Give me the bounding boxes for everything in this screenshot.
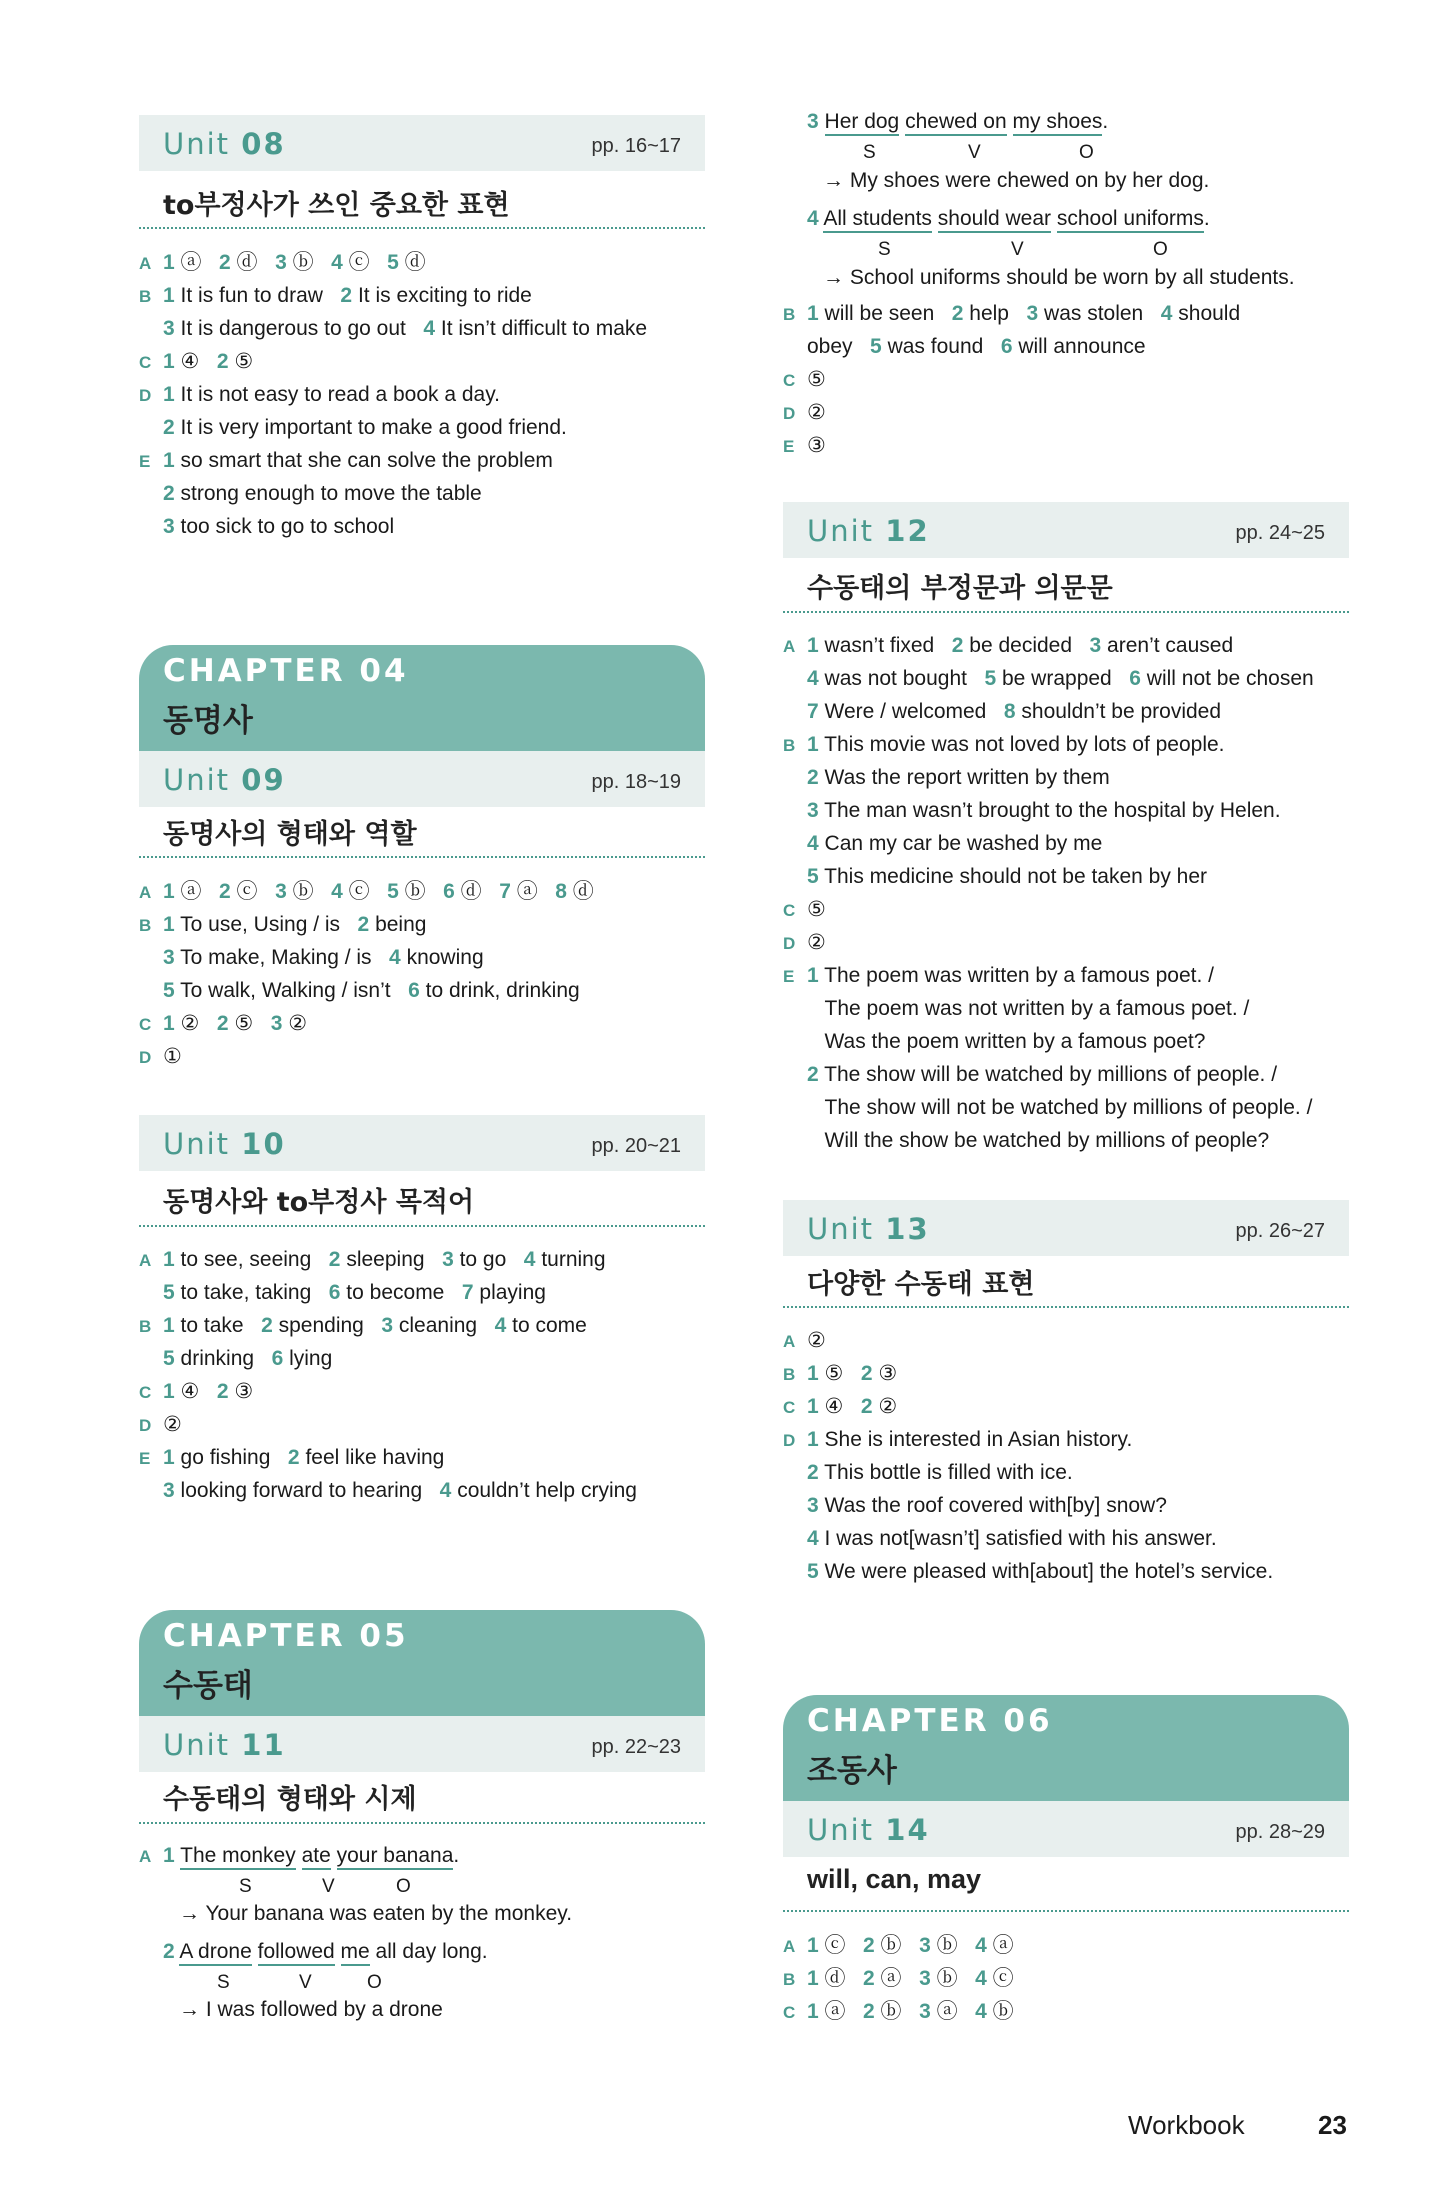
chapter-06-subtitle: 조동사 [807, 1753, 897, 1789]
answer-text: 1 ⓐ 2 ⓑ 3 ⓐ 4 ⓑ [807, 2000, 1014, 2023]
answer-line [783, 1360, 897, 1389]
chapter-05-subtitle: 수동태 [163, 1668, 253, 1704]
unit-10-subtitle: 동명사와 to부정사 목적어 [163, 1187, 475, 1218]
unit-13-subtitle: 다양한 수동태 표현 [807, 1269, 1035, 1300]
section-letter: B [139, 287, 152, 306]
answer-text: 1 to take 2 spending 3 cleaning 4 to come [163, 1314, 587, 1337]
passive-answer-2: → I was followed by a drone [179, 1998, 443, 2021]
answer-line [783, 1127, 1269, 1155]
answer-line [139, 1444, 444, 1473]
answer-line [783, 1459, 1073, 1487]
passive-sentence-4: 4 All students should wear school uniforms. [783, 205, 1210, 233]
answer-text: 1 ⓐ 2 ⓒ 3 ⓑ 4 ⓒ 5 ⓑ 6 ⓓ 7 ⓐ 8 ⓓ [163, 880, 594, 903]
divider [139, 227, 705, 229]
answer-text: ③ [807, 434, 826, 457]
answer-text: 2 It is very important to make a good friend. [163, 416, 567, 439]
answer-line [139, 1010, 307, 1039]
section-letter: C [139, 353, 152, 372]
page-number: 23 [1318, 2110, 1347, 2140]
unit-08-subtitle: to부정사가 쓰인 중요한 표현 [163, 190, 510, 221]
section-letter: C [139, 1383, 152, 1402]
answer-text: 3 The man wasn’t brought to the hospital by Helen. [807, 799, 1281, 822]
answer-text: 1 This movie was not loved by lots of people. [807, 733, 1225, 756]
section-letter: C [783, 371, 796, 390]
section-letter: D [139, 386, 152, 405]
answer-text: 5 This medicine should not be taken by her [807, 865, 1208, 888]
answer-line [139, 1378, 253, 1407]
unit-11-header [139, 1716, 705, 1772]
section-letter: E [783, 967, 795, 986]
answer-line [139, 911, 426, 940]
divider [139, 1822, 705, 1824]
answer-line [783, 432, 826, 461]
answer-text: ② [807, 401, 826, 424]
answer-line [783, 1028, 1205, 1056]
section-letter: A [139, 883, 152, 902]
answer-line [139, 1345, 332, 1373]
section-letter: D [783, 934, 796, 953]
answer-text: 3 To make, Making / is 4 knowing [163, 946, 484, 969]
answer-text: 1 go fishing 2 feel like having [163, 1446, 445, 1469]
answer-line [783, 698, 1221, 726]
section-letter: A [783, 1937, 796, 1956]
divider [783, 611, 1349, 613]
unit-09-label: Unit 09 [163, 763, 286, 797]
unit-12-header [783, 502, 1349, 558]
section-letter: A [139, 254, 152, 273]
answer-text: 1 to see, seeing 2 sleeping 3 to go 4 turning [163, 1248, 606, 1271]
answer-text: ⑤ [807, 898, 826, 921]
chapter-06-banner [783, 1695, 1349, 1801]
passive-sentence-2: 2 A drone followed me all day long. [139, 1938, 488, 1966]
unit-14-label: Unit 14 [807, 1813, 930, 1847]
answer-line [139, 249, 426, 278]
answer-line [783, 830, 1102, 858]
section-letter: A [783, 637, 796, 656]
answer-line [139, 944, 484, 972]
answer-line [783, 863, 1207, 891]
unit-11-pages: pp. 22~23 [591, 1736, 681, 1758]
answer-line [783, 1327, 826, 1356]
passive-answer-4: → School uniforms should be worn by all students. [823, 266, 1295, 289]
section-letter: C [139, 1015, 152, 1034]
section-letter: D [783, 1431, 796, 1450]
answer-text: 4 Can my car be washed by me [807, 832, 1103, 855]
answer-line [783, 1426, 1132, 1455]
unit-12-subtitle: 수동태의 부정문과 의문문 [807, 573, 1113, 604]
answer-text: 4 was not bought 5 be wrapped 6 will not be chosen [807, 667, 1314, 690]
object-marker: O [1079, 142, 1094, 163]
answer-line [139, 1043, 182, 1072]
answer-text: The show will not be watched by millions of people. / [807, 1096, 1313, 1119]
answer-text: 2 strong enough to move the table [163, 482, 482, 505]
answer-line [783, 1061, 1277, 1089]
verb-marker: V [322, 1876, 335, 1897]
answer-line [139, 1279, 546, 1307]
chapter-06-title: CHAPTER 06 [807, 1703, 1053, 1739]
answer-line [783, 731, 1225, 760]
answer-line [783, 665, 1314, 693]
answer-line [783, 1965, 1014, 1994]
answer-line [783, 1998, 1014, 2027]
unit-11-label: Unit 11 [163, 1728, 286, 1762]
answer-line [783, 995, 1249, 1023]
passive-sentence-3: 3 Her dog chewed on my shoes. [783, 108, 1108, 136]
answer-line [783, 1932, 1014, 1961]
section-letter: B [783, 736, 796, 755]
section-letter: E [783, 437, 795, 456]
section-letter: B [139, 1317, 152, 1336]
answer-text: 1 ⓐ 2 ⓓ 3 ⓑ 4 ⓒ 5 ⓓ [163, 251, 426, 274]
answer-line [783, 300, 1240, 329]
section-letter: B [139, 916, 152, 935]
section-letter: B [783, 305, 796, 324]
answer-text: 7 Were / welcomed 8 shouldn’t be provided [807, 700, 1222, 723]
answer-text: 1 ⑤ 2 ③ [807, 1362, 898, 1385]
unit-10-pages: pp. 20~21 [591, 1135, 681, 1157]
answer-text: The poem was not written by a famous poet. / [807, 997, 1250, 1020]
verb-marker: V [1011, 239, 1024, 260]
unit-09-pages: pp. 18~19 [591, 771, 681, 793]
chapter-04-subtitle: 동명사 [163, 703, 253, 739]
answer-line [783, 1094, 1312, 1122]
answer-text: 2 The show will be watched by millions of people. / [807, 1063, 1278, 1086]
answer-line [783, 1525, 1217, 1553]
answer-text: 3 Was the roof covered with[by] snow? [807, 1494, 1167, 1517]
unit-12-pages: pp. 24~25 [1235, 522, 1325, 544]
answer-text: 1 ⓓ 2 ⓐ 3 ⓑ 4 ⓒ [807, 1967, 1014, 1990]
divider [139, 856, 705, 858]
unit-10-label: Unit 10 [163, 1127, 286, 1161]
section-letter: D [139, 1416, 152, 1435]
answer-line [783, 1393, 897, 1422]
answer-text: 3 It is dangerous to go out 4 It isn’t difficult to make [163, 317, 648, 340]
unit-14-header [783, 1801, 1349, 1857]
subject-marker: S [863, 142, 876, 163]
section-letter: D [783, 404, 796, 423]
answer-text: Was the poem written by a famous poet? [807, 1030, 1206, 1053]
answer-text: 1 ④ 2 ③ [163, 1380, 254, 1403]
answer-line [783, 399, 826, 428]
answer-text: 5 to take, taking 6 to become 7 playing [163, 1281, 546, 1304]
section-letter: A [783, 1332, 796, 1351]
object-marker: O [1153, 239, 1168, 260]
answer-text: 3 looking forward to hearing 4 couldn’t help crying [163, 1479, 637, 1502]
divider [139, 1225, 705, 1227]
answer-line [783, 1558, 1273, 1586]
verb-marker: V [968, 142, 981, 163]
passive-sentence-1: A 1 The monkey ate your banana. [139, 1842, 459, 1871]
answer-text: 2 Was the report written by them [807, 766, 1110, 789]
unit-08-header [139, 115, 705, 171]
passive-answer-1: → Your banana was eaten by the monkey. [179, 1902, 573, 1925]
answer-text: 1 To use, Using / is 2 being [163, 913, 427, 936]
chapter-05-banner [139, 1610, 705, 1716]
answer-text: obey 5 was found 6 will announce [807, 335, 1146, 358]
answer-text: 1 It is not easy to read a book a day. [163, 383, 500, 406]
subject-marker: S [217, 1972, 230, 1993]
object-marker: O [367, 1972, 382, 1993]
subject-marker: S [239, 1876, 252, 1897]
subject-marker: S [878, 239, 891, 260]
answer-text: 3 too sick to go to school [163, 515, 395, 538]
footer-book-name: Workbook [1128, 2110, 1245, 2140]
answer-text: 1 ⓒ 2 ⓑ 3 ⓑ 4 ⓐ [807, 1934, 1014, 1957]
answer-line [139, 414, 567, 442]
answer-line [139, 282, 532, 311]
answer-text: ① [163, 1045, 182, 1068]
unit-10-header [139, 1115, 705, 1171]
answer-text: ② [163, 1413, 182, 1436]
answer-line [139, 513, 394, 541]
answer-line [139, 447, 553, 476]
answer-line [139, 315, 647, 343]
answer-text: 1 ④ 2 ⑤ [163, 350, 254, 373]
answer-line [783, 797, 1281, 825]
unit-12-label: Unit 12 [807, 514, 930, 548]
verb-marker: V [299, 1972, 312, 1993]
answer-text: 1 will be seen 2 help 3 was stolen 4 should [807, 302, 1241, 325]
section-letter: D [139, 1048, 152, 1067]
unit-08-pages: pp. 16~17 [591, 135, 681, 157]
section-letter: C [783, 2003, 796, 2022]
section-letter: C [783, 1398, 796, 1417]
object-marker: O [396, 1876, 411, 1897]
answer-text: 1 wasn’t fixed 2 be decided 3 aren’t caused [807, 634, 1234, 657]
answer-line [783, 632, 1233, 661]
answer-text: Will the show be watched by millions of people? [807, 1129, 1270, 1152]
answer-line [139, 480, 482, 508]
answer-text: 4 I was not[wasn’t] satisfied with his answer. [807, 1527, 1217, 1550]
answer-line [139, 1312, 587, 1341]
answer-text: 5 We were pleased with[about] the hotel’s service. [807, 1560, 1274, 1583]
answer-text: 1 The poem was written by a famous poet. / [807, 964, 1214, 987]
chapter-05-title: CHAPTER 05 [163, 1618, 409, 1654]
answer-text: ② [807, 931, 826, 954]
answer-text: 2 This bottle is filled with ice. [807, 1461, 1073, 1484]
unit-13-pages: pp. 26~27 [1235, 1220, 1325, 1242]
answer-line [783, 896, 826, 925]
answer-text: 1 ② 2 ⑤ 3 ② [163, 1012, 308, 1035]
answer-text: 5 To walk, Walking / isn’t 6 to drink, drinking [163, 979, 580, 1002]
answer-line [139, 1411, 182, 1440]
unit-14-pages: pp. 28~29 [1235, 1821, 1325, 1843]
answer-line [783, 366, 826, 395]
answer-line [139, 1246, 606, 1275]
answer-text: 1 ④ 2 ② [807, 1395, 898, 1418]
unit-09-header [139, 751, 705, 807]
section-letter: C [783, 901, 796, 920]
answer-line [139, 348, 253, 377]
answer-text: 1 She is interested in Asian history. [807, 1428, 1133, 1451]
unit-11-subtitle: 수동태의 형태와 시제 [163, 1784, 417, 1815]
answer-text: ② [807, 1329, 826, 1352]
answer-text: 5 drinking 6 lying [163, 1347, 333, 1370]
unit-14-subtitle: will, can, may [807, 1864, 982, 1894]
unit-13-label: Unit 13 [807, 1212, 930, 1246]
section-letter: B [783, 1970, 796, 1989]
section-letter: E [139, 1449, 151, 1468]
chapter-04-banner [139, 645, 705, 751]
answer-line [783, 764, 1110, 792]
answer-line [139, 977, 580, 1005]
unit-09-subtitle: 동명사의 형태와 역할 [163, 819, 417, 850]
answer-text: 1 so smart that she can solve the problem [163, 449, 553, 472]
section-letter: A [139, 1251, 152, 1270]
unit-08-label: Unit 08 [163, 127, 286, 161]
passive-answer-3: → My shoes were chewed on by her dog. [823, 169, 1210, 192]
section-letter: B [783, 1365, 796, 1384]
answer-text: ⑤ [807, 368, 826, 391]
answer-line [783, 1492, 1167, 1520]
answer-line [139, 1477, 637, 1505]
answer-line [783, 929, 826, 958]
answer-line [783, 962, 1214, 991]
divider [783, 1910, 1349, 1912]
unit-13-header [783, 1200, 1349, 1256]
answer-line [139, 381, 500, 410]
answer-line [783, 333, 1146, 361]
answer-text: 1 It is fun to draw 2 It is exciting to ride [163, 284, 532, 307]
answer-line [139, 878, 594, 907]
section-letter: E [139, 452, 151, 471]
divider [783, 1306, 1349, 1308]
chapter-04-title: CHAPTER 04 [163, 653, 409, 689]
